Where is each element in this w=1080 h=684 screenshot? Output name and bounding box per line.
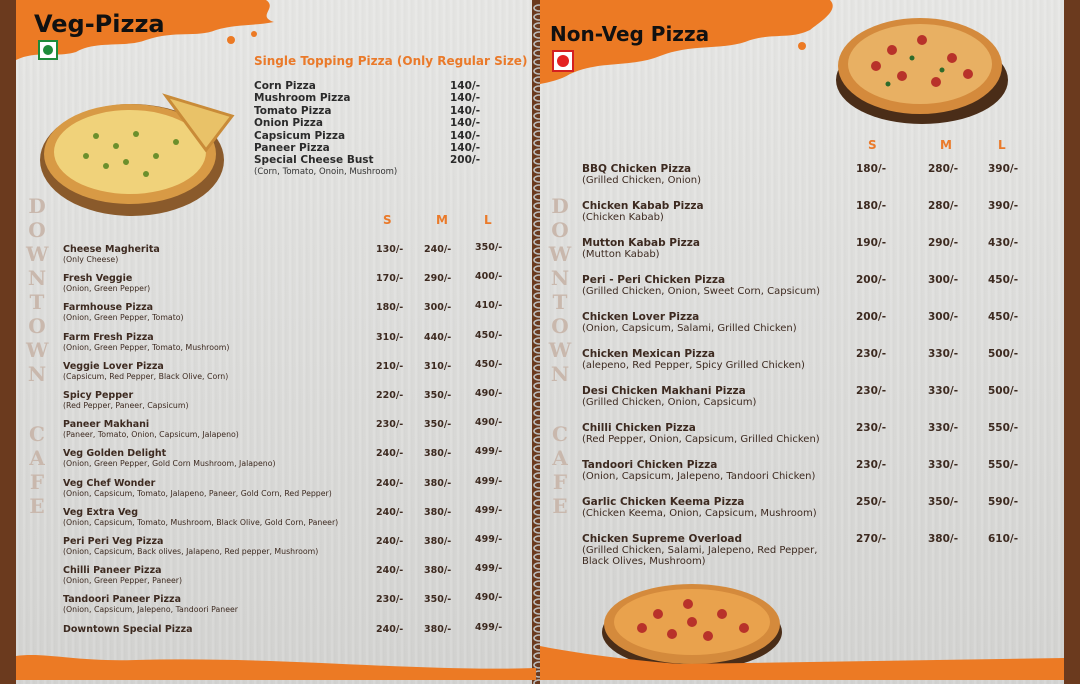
item-description: (Grilled Chicken, Onion, Sweet Corn, Capsicum) (582, 286, 821, 297)
price-s: 240/- (376, 623, 404, 635)
page-title: Non-Veg Pizza (550, 22, 710, 46)
price-s: 240/- (376, 506, 404, 518)
non-veg-icon (552, 50, 574, 72)
item-description: (Only Cheese) (63, 255, 119, 264)
price-l: 390/- (988, 200, 1019, 212)
menu-item (63, 244, 523, 264)
price-s: 200/- (856, 274, 887, 286)
item-description: (Onion, Green Pepper, Tomato) (63, 313, 184, 323)
item-name: Chilli Paneer Pizza (63, 565, 162, 577)
item-name: Desi Chicken Makhani Pizza (582, 385, 746, 397)
item-name: Paneer Makhani (63, 419, 150, 431)
item-name: Special Cheese Bust (254, 154, 374, 167)
item-description: (Onion, Capsicum, Jalepeno, Tandoori Paneer (63, 605, 238, 615)
item-description-line2: Black Olives, Mushroom) (582, 556, 706, 567)
menu-item (582, 237, 1042, 260)
price-l: 490/- (475, 417, 503, 429)
single-topping-heading: Single Topping Pizza (Only Regular Size) (254, 54, 528, 68)
menu-item (63, 504, 523, 527)
price-m: 310/- (424, 360, 452, 372)
price-s: 230/- (376, 594, 404, 606)
item-description: (alepeno, Red Pepper, Spicy Grilled Chicken) (582, 360, 805, 371)
menu-item (582, 533, 1042, 567)
price-l: 450/- (988, 274, 1019, 286)
price-s: 130/- (376, 244, 404, 255)
item-description: (Onion, Green Pepper, Gold Corn Mushroom, Jalapeno) (63, 459, 276, 469)
item-description: (Red Pepper, Paneer, Capsicum) (63, 401, 189, 410)
price-m: 290/- (928, 237, 959, 249)
menu-item (63, 475, 523, 498)
price-s: 240/- (376, 565, 404, 577)
price-s: 180/- (856, 163, 887, 175)
price-l: 490/- (475, 592, 503, 604)
menu-item (63, 358, 523, 381)
item-description: (Mutton Kabab) (582, 249, 660, 260)
price-s: 230/- (856, 459, 887, 471)
item-price: 140/- (450, 129, 481, 142)
item-name: Corn Pizza (254, 80, 316, 92)
price-l: 499/- (475, 534, 503, 545)
price-s: 240/- (376, 536, 404, 547)
item-name: Spicy Pepper (63, 390, 134, 401)
menu-item (582, 385, 1042, 408)
price-s: 250/- (856, 496, 887, 508)
size-header-s: S (383, 213, 392, 227)
menu-item (582, 311, 1042, 334)
veg-pizza-image (36, 86, 236, 222)
price-m: 380/- (928, 533, 959, 545)
item-description: (Capsicum, Red Pepper, Black Olive, Corn) (63, 371, 229, 381)
price-m: 380/- (424, 448, 452, 460)
menu-item (582, 496, 1042, 519)
price-s: 230/- (856, 422, 887, 434)
item-name: Chilli Chicken Pizza (582, 422, 696, 434)
price-s: 170/- (376, 273, 404, 285)
single-topping-item (254, 154, 494, 166)
item-name: Chicken Lover Pizza (582, 311, 700, 323)
price-s: 180/- (856, 200, 887, 212)
item-name: Tandoori Paneer Pizza (63, 594, 181, 606)
price-s: 200/- (856, 311, 887, 323)
price-l: 550/- (988, 422, 1019, 434)
price-m: 300/- (928, 274, 959, 286)
item-name: Mutton Kabab Pizza (582, 237, 700, 249)
price-l: 550/- (988, 459, 1019, 471)
menu-item (582, 200, 1042, 223)
item-name: Chicken Mexican Pizza (582, 348, 715, 360)
single-topping-item (254, 130, 494, 142)
vertical-brand-cafe: C A F E (29, 422, 45, 518)
item-name: Capsicum Pizza (254, 129, 346, 142)
item-description: (Onion, Capsicum, Salami, Grilled Chicken) (582, 323, 797, 334)
item-description: (Onion, Green Pepper, Tomato, Mushroom) (63, 342, 230, 352)
price-l: 500/- (988, 348, 1019, 360)
price-l: 499/- (475, 446, 503, 458)
price-s: 230/- (856, 348, 887, 360)
price-s: 180/- (376, 302, 404, 314)
price-s: 270/- (856, 533, 887, 545)
menu-item (63, 302, 523, 322)
item-description: (Onion, Capsicum, Jalepeno, Tandoori Chicken) (582, 471, 816, 482)
size-header-m: M (940, 138, 952, 152)
price-m: 380/- (424, 506, 452, 518)
vertical-brand-downtown: D O W N T O W N (26, 194, 49, 386)
item-name: Veg Golden Delight (63, 448, 167, 460)
size-header-s: S (868, 138, 877, 152)
item-name: Veggie Lover Pizza (63, 360, 164, 372)
price-m: 350/- (424, 419, 452, 431)
item-name: Farmhouse Pizza (63, 302, 154, 314)
price-m: 280/- (928, 200, 959, 212)
item-name: Veg Extra Veg (63, 506, 139, 518)
bottom-strip-right (540, 640, 1064, 680)
page-title: Veg-Pizza (34, 10, 165, 38)
item-price: 140/- (450, 117, 481, 130)
item-description: (Onion, Green Pepper, Paneer) (63, 576, 183, 586)
price-m: 350/- (928, 496, 959, 508)
menu-item (63, 621, 523, 635)
item-name: Peri - Peri Chicken Pizza (582, 274, 726, 286)
item-description: (Onion, Capsicum, Tomato, Jalapeno, Paneer, Gold Corn, Red Pepper) (63, 488, 332, 498)
price-s: 310/- (376, 331, 404, 343)
price-l: 410/- (475, 300, 503, 312)
price-m: 330/- (928, 459, 959, 471)
item-name: Chicken Kabab Pizza (582, 200, 704, 212)
item-price: 140/- (450, 104, 481, 117)
item-name: Mushroom Pizza (254, 92, 351, 105)
item-description: (Grilled Chicken, Onion) (582, 175, 701, 186)
price-l: 499/- (475, 563, 503, 575)
item-description: (Grilled Chicken, Salami, Jalepeno, Red Pepper, (582, 545, 818, 556)
single-topping-item (254, 117, 494, 129)
price-l: 590/- (988, 496, 1019, 508)
item-price: 140/- (450, 142, 481, 154)
vertical-brand-downtown: D O W N T O W N (548, 194, 572, 386)
size-header-l: L (484, 213, 492, 227)
price-l: 499/- (475, 504, 503, 516)
menu-item (582, 274, 1042, 297)
veg-pizza-page (16, 0, 536, 684)
price-m: 300/- (424, 302, 452, 314)
price-l: 450/- (475, 329, 503, 341)
item-name: BBQ Chicken Pizza (582, 163, 692, 175)
item-description: (Onion, Capsicum, Tomato, Mushroom, Black Olive, Gold Corn, Paneer) (63, 517, 339, 527)
menu-item (63, 536, 523, 556)
single-topping-item (254, 80, 494, 92)
menu-item (63, 329, 523, 352)
price-m: 330/- (928, 348, 959, 360)
non-veg-pizza-image-top (832, 10, 1012, 130)
item-description: (Onion, Capsicum, Back olives, Jalapeno, Red pepper, Mushroom) (63, 547, 319, 556)
price-l: 450/- (988, 311, 1019, 323)
price-m: 380/- (424, 477, 452, 489)
single-topping-item (254, 92, 494, 104)
size-header-m: M (436, 213, 448, 227)
price-m: 350/- (424, 594, 452, 606)
menu-item (63, 390, 523, 410)
price-l: 430/- (988, 237, 1019, 249)
price-l: 499/- (475, 621, 503, 633)
price-s: 230/- (376, 419, 404, 431)
price-l: 450/- (475, 358, 503, 370)
single-topping-item (254, 142, 494, 154)
price-m: 330/- (928, 422, 959, 434)
price-s: 210/- (376, 360, 404, 372)
item-name: Fresh Veggie (63, 273, 133, 285)
price-l: 499/- (475, 475, 503, 487)
price-s: 190/- (856, 237, 887, 249)
price-l: 610/- (988, 533, 1019, 545)
price-s: 230/- (856, 385, 887, 397)
item-name: Chicken Supreme Overload (582, 533, 743, 545)
price-m: 380/- (424, 623, 452, 635)
menu-item (63, 594, 523, 614)
price-m: 440/- (424, 331, 452, 343)
price-l: 390/- (988, 163, 1019, 175)
price-l: 350/- (475, 242, 503, 253)
item-name: Tomato Pizza (254, 104, 332, 117)
price-l: 500/- (988, 385, 1019, 397)
menu-item (63, 419, 523, 439)
price-m: 350/- (424, 390, 452, 401)
veg-icon (38, 40, 58, 60)
item-description: (Onion, Green Pepper) (63, 284, 151, 294)
menu-item (63, 565, 523, 585)
menu-item (582, 422, 1042, 445)
price-m: 380/- (424, 565, 452, 577)
item-description: (Red Pepper, Onion, Capsicum, Grilled Chicken) (582, 434, 820, 445)
item-name: Farm Fresh Pizza (63, 331, 154, 343)
menu-item (63, 448, 523, 468)
item-name: Veg Chef Wonder (63, 477, 156, 489)
item-description: (Chicken Kabab) (582, 212, 664, 223)
price-s: 220/- (376, 390, 404, 401)
item-name: Cheese Magherita (63, 244, 160, 255)
item-name: Onion Pizza (254, 117, 323, 130)
price-l: 400/- (475, 271, 503, 283)
single-topping-note: (Corn, Tomato, Onoin, Mushroom) (254, 167, 398, 177)
non-veg-pizza-page (540, 0, 1064, 684)
price-l: 490/- (475, 388, 503, 399)
price-m: 380/- (424, 536, 452, 547)
item-description: (Chicken Keema, Onion, Capsicum, Mushroom) (582, 508, 817, 519)
menu-item (582, 459, 1042, 482)
bottom-strip-left (16, 646, 536, 680)
price-s: 240/- (376, 477, 404, 489)
item-name: Paneer Pizza (254, 142, 330, 154)
price-s: 240/- (376, 448, 404, 460)
menu-item (582, 348, 1042, 371)
item-name: Tandoori Chicken Pizza (582, 459, 718, 471)
item-description: (Paneer, Tomato, Onion, Capsicum, Jalapeno) (63, 430, 239, 440)
menu-item (63, 273, 523, 293)
item-name: Garlic Chicken Keema Pizza (582, 496, 745, 508)
size-header-l: L (998, 138, 1006, 152)
price-m: 280/- (928, 163, 959, 175)
item-description: (Grilled Chicken, Onion, Capsicum) (582, 397, 757, 408)
item-name: Peri Peri Veg Pizza (63, 536, 164, 547)
single-topping-item (254, 105, 494, 117)
item-price: 200/- (450, 154, 481, 167)
item-price: 140/- (450, 92, 481, 105)
item-price: 140/- (450, 80, 481, 92)
price-m: 290/- (424, 273, 452, 285)
price-m: 330/- (928, 385, 959, 397)
vertical-brand-cafe: C A F E (552, 422, 568, 518)
price-m: 240/- (424, 244, 452, 255)
item-name: Downtown Special Pizza (63, 623, 193, 635)
menu-item (582, 163, 1042, 186)
price-m: 300/- (928, 311, 959, 323)
